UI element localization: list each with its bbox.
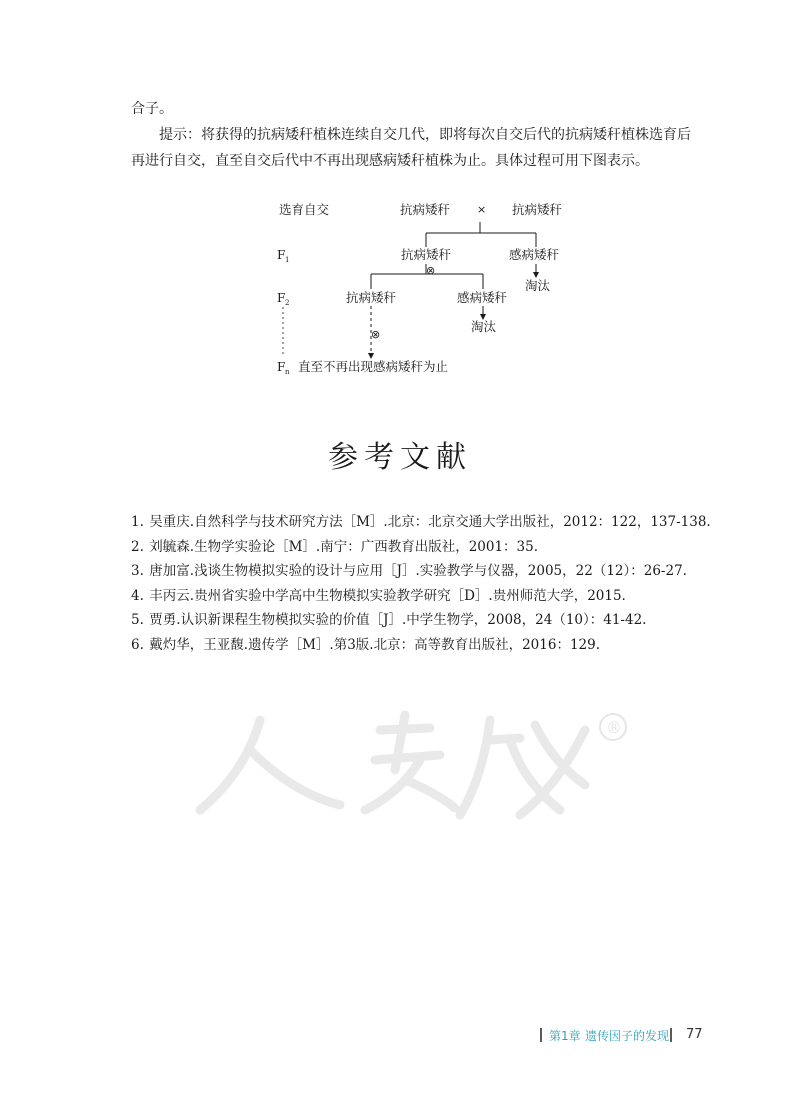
reference-item [131, 510, 731, 535]
eliminate-label: 淘汰 [525, 278, 551, 293]
footer-divider [540, 1028, 542, 1042]
watermark-stroke [250, 750, 340, 805]
references-list [131, 510, 731, 657]
final-condition: 直至不再出现感病矮秆为止 [298, 359, 449, 374]
reference-item [131, 559, 731, 584]
row-label: 选育自交 [279, 202, 330, 217]
reference-number: 5. [131, 612, 144, 628]
breeding-diagram [0, 0, 800, 400]
reference-text: 丰丙云.贵州省实验中学高中生物模拟实验教学研究［D］.贵州师范大学，2015. [149, 587, 626, 604]
reference-number: 4. [131, 587, 144, 604]
reference-number: 1. [131, 514, 144, 530]
page-footer [0, 1026, 800, 1046]
parent-right: 抗病矮秆 [512, 202, 563, 217]
watermark-stroke [460, 720, 585, 815]
reference-text: 刘毓森.生物学实验论［M］.南宁：广西教育出版社，2001：35. [149, 538, 539, 555]
generation-label-f2: F [277, 291, 286, 305]
generation-subscript: n [285, 368, 290, 376]
watermark-stroke [365, 715, 455, 810]
paragraph-hint: 提示：将获得的抗病矮秆植株连续自交几代，即将每次自交后代的抗病矮秆植株选育后再进行自交，直至自交后代中不再出现感病矮秆植株为止。具体过程可用下图表示。 [131, 127, 691, 169]
reference-text: 唐加富.浅谈生物模拟实验的设计与应用［J］.实验教学与仪器，2005，22（12）：26-27. [149, 563, 687, 579]
reference-number: 3. [131, 563, 144, 579]
selfing-symbol: ⊗ [426, 264, 436, 277]
eliminate-label: 淘汰 [471, 319, 497, 334]
reference-item [131, 633, 731, 658]
reference-item [131, 535, 731, 560]
footer-chapter-title: 遗传因子的发现 [585, 1029, 670, 1043]
generation-subscript: 2 [285, 299, 290, 307]
reference-text: 贾勇.认识新课程生物模拟实验的价值［J］.中学生物学，2008，24（10）：41-42. [149, 612, 647, 628]
page-number: 77 [686, 1027, 703, 1042]
footer-chapter: 第1章 [549, 1029, 581, 1043]
watermark-stroke [200, 720, 260, 810]
generation-label-fn: F [277, 360, 286, 374]
selfing-symbol: ⊗ [371, 328, 381, 341]
reference-item [131, 608, 731, 633]
reference-text: 吴重庆.自然科学与技术研究方法［M］.北京：北京交通大学出版社，2012：122，137-138. [149, 514, 711, 530]
generation-label-f1: F [277, 248, 286, 262]
cross-symbol: × [477, 203, 487, 216]
f2-right: 感病矮秆 [457, 290, 508, 305]
reference-text: 戴灼华，王亚馥.遗传学［M］.第3版.北京：高等教育出版社，2016：129. [149, 636, 600, 653]
footer-divider [670, 1028, 672, 1042]
paragraph-continuation: 合子。 [131, 101, 173, 117]
references-heading: 参考文献 [328, 440, 472, 475]
f2-left: 抗病矮秆 [346, 290, 397, 305]
f1-right: 感病矮秆 [509, 247, 560, 262]
generation-subscript: 1 [285, 256, 290, 264]
registered-mark: ® [606, 718, 622, 737]
reference-number: 2. [131, 538, 144, 555]
f1-left: 抗病矮秆 [401, 247, 452, 262]
publisher-watermark-logo [190, 700, 640, 830]
reference-number: 6. [131, 636, 144, 653]
reference-item [131, 584, 731, 609]
parent-left: 抗病矮秆 [400, 202, 451, 217]
